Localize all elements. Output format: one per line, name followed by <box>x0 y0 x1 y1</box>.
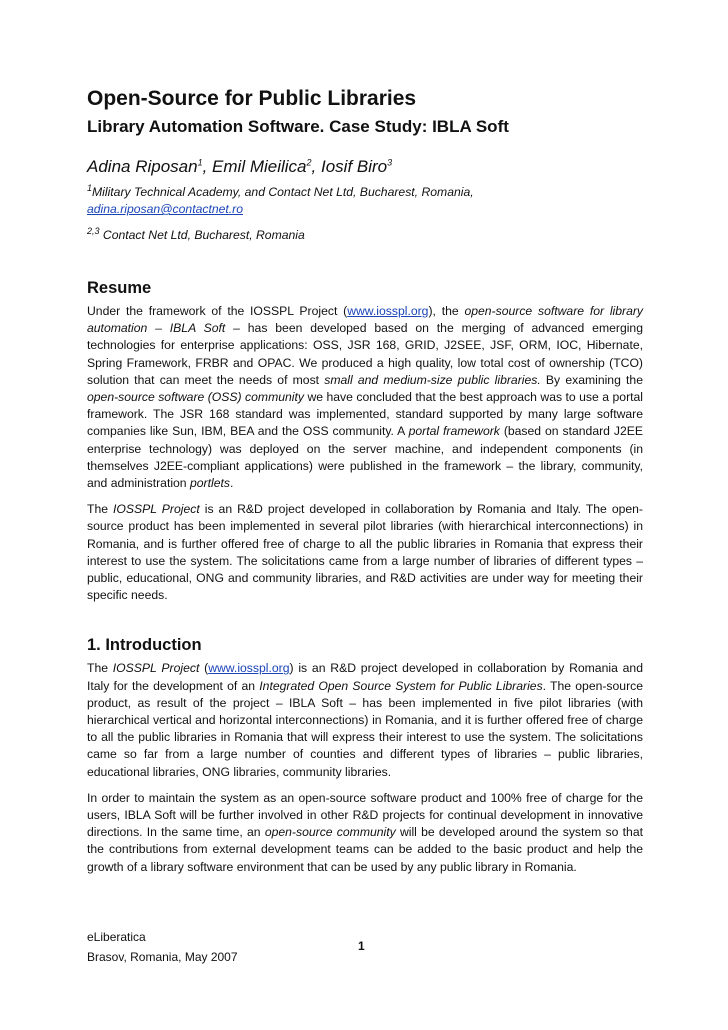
text-run: (based on standard J2EE enterprise technology) was deployed on the server machine, and independent components (in themselves J2EE-compliant applications) were published in the framework – the library, community, and administration <box>87 424 643 491</box>
author-name: Adina Riposan <box>87 157 198 176</box>
resume-paragraph-1 <box>87 303 643 492</box>
text-run: is an R&D project developed in collaboration by Romania and Italy. The open-source product has been implemented in several pilot libraries (with hierarchical interconnections) in Romania, and is further offered free of charge to all the public libraries in Romania that express their interest to use the system. The solicitations came from a large number of libraries of different types – public, educational, ONG and community libraries, and R&D activities are under way for meeting their specific needs. <box>87 502 643 603</box>
text-run: – has been developed based on the merging of advanced emerging technologies for enterprise applications: OSS, JSR 168, GRID, J2SEE, JSF, ORM, IOC, Hibernate, Spring Framework, FRBR and OPAC. We produced a high quality, low total cost of ownership (TCO) solution that can meet the needs of most <box>87 321 643 387</box>
page-number: 1 <box>358 939 365 953</box>
intro-paragraph-1 <box>87 660 643 780</box>
italic-run: open-source community <box>264 825 396 840</box>
text-run: . The open-source product, as result of the project – IBLA Soft – has been implemented in five pilot libraries (with hierarchical vertical and horizontal interconnections) in Romania, and it is further offered free of charge to all the public libraries in Romania that will express their interest to use the system. The solicitations came so far from a large number of counties and different types of libraries – public libraries, educational libraries, ONG libraries, community libraries. <box>87 678 644 779</box>
page-footer <box>87 927 238 967</box>
text-run: will be developed around the system so that the contributions from external development teams can be added to the basic product and help the growth of a library software environment that can be used by any public library in Romania. <box>87 825 643 874</box>
author-superscript: 2 <box>306 157 312 168</box>
affiliation-2 <box>87 227 643 244</box>
section-heading-resume: Resume <box>87 279 152 297</box>
text-run: we have concluded that the best approach was to use a portal framework. The JSR 168 standard was implemented, standard supported by many large software companies like Sun, IBM, BEA and the OSS community. A <box>87 390 643 439</box>
author-name: Iosif Biro <box>320 157 388 176</box>
paper-title: Open-Source for Public Libraries <box>87 87 417 110</box>
resume-paragraph-2 <box>87 501 643 604</box>
italic-run: open-source software (OSS) community <box>87 390 304 405</box>
text-run: ) is an R&D project developed in collaboration by Romania and Italy for the development of an <box>87 661 643 693</box>
paper-subtitle: Library Automation Software. Case Study: IBLA Soft <box>87 117 509 136</box>
text-run: . <box>229 476 234 491</box>
text-run: By examining the <box>540 372 643 387</box>
affiliation-text: Contact Net Ltd, Bucharest, Romania <box>99 228 305 242</box>
text-run: Under the framework of the IOSSPL Project ( <box>87 304 348 318</box>
italic-run: open-source software for library automation – IBLA Soft <box>87 304 644 336</box>
author-name: Emil Mieilica <box>212 157 307 176</box>
intro-paragraph-2 <box>87 790 643 876</box>
italic-run: portlets <box>189 476 230 491</box>
author-superscript: 1 <box>197 157 203 168</box>
author-email-link[interactable]: adina.riposan@contactnet.ro <box>87 202 244 216</box>
project-link[interactable]: www.iosspl.org <box>347 304 429 318</box>
text-run: In order to maintain the system as an open-source software product and 100% free of charge for the users, IBLA Soft will be further involved in other R&D projects for continual development in innovative directions. In the same time, an <box>87 790 643 840</box>
italic-run: Integrated Open Source System for Public Libraries <box>259 678 543 693</box>
text-run: ), the <box>428 304 465 318</box>
italic-run: portal framework <box>408 424 500 439</box>
footer-event-name: eLiberatica <box>87 930 146 944</box>
project-link[interactable]: www.iosspl.org <box>208 661 290 676</box>
affiliation-1 <box>87 184 643 218</box>
section-heading-introduction: 1. Introduction <box>87 636 202 655</box>
italic-run: IOSSPL Project <box>112 661 200 676</box>
paper-page <box>87 86 643 876</box>
author-list <box>87 156 643 178</box>
footer-location-date: Brasov, Romania, May 2007 <box>87 950 238 964</box>
text-run: ( <box>199 661 209 676</box>
affiliation-superscript: 2,3 <box>87 225 100 236</box>
affiliation-superscript: 1 <box>87 182 93 193</box>
author-superscript: 3 <box>387 157 393 168</box>
author-separator: , <box>311 157 321 176</box>
author-separator: , <box>202 157 213 176</box>
affiliation-text: Military Technical Academy, and Contact Net Ltd, Bucharest, Romania, <box>92 185 474 199</box>
italic-run: small and medium-size public libraries. <box>324 372 541 387</box>
text-run: The <box>87 502 113 517</box>
italic-run: IOSSPL Project <box>113 502 200 517</box>
text-run: The <box>87 661 113 676</box>
